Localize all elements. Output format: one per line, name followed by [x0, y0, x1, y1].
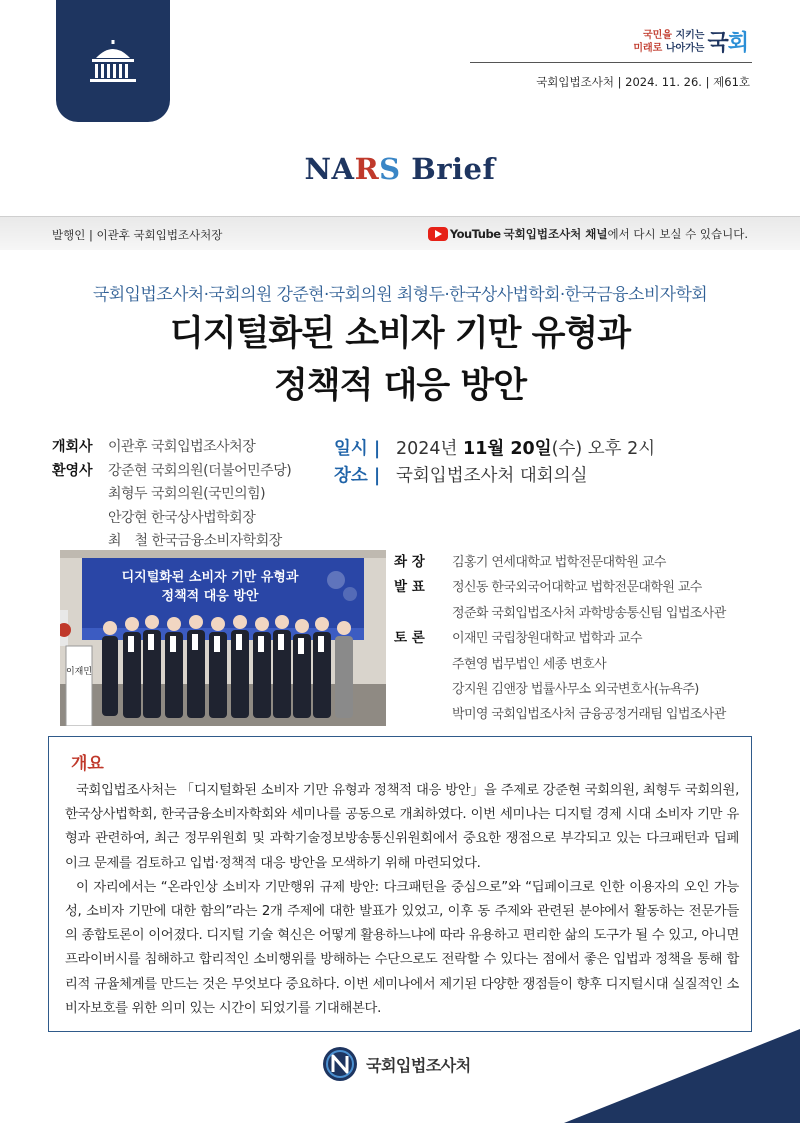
banner-line: 디지털화된 소비자 기만 유형과 — [121, 570, 299, 585]
seminar-group-photo — [60, 550, 386, 726]
youtube-icon — [428, 227, 448, 241]
event-hosts: 국회입법조사처·국회의원 강준현·국회의원 최형두·한국상사법학회·한국금융소비자학회 — [92, 285, 708, 305]
presenter-name: 정신동 한국외국어대학교 법학전문대학원 교수 — [452, 580, 702, 596]
name-plate: 이재민 — [65, 667, 93, 677]
logo-letter: S — [379, 152, 401, 186]
presenter-row — [394, 575, 766, 600]
discussant-label: 토 론 — [394, 630, 425, 647]
opening-speaker: 이관후 국회입법조사처장 — [108, 439, 256, 455]
date-part: (수) 오후 2시 — [551, 439, 656, 459]
welcome-speaker: 안강현 한국상사법학회장 — [108, 509, 256, 526]
welcome-row — [52, 507, 332, 531]
date-row — [334, 436, 655, 463]
summary-heading: 개요 — [71, 754, 104, 774]
event-date — [396, 436, 655, 463]
wordmark-part: 국 — [707, 31, 728, 56]
wordmark-part: 회 — [727, 31, 748, 56]
slogan-text — [633, 29, 704, 55]
event-title — [0, 308, 800, 412]
discussant-row — [394, 626, 766, 651]
summary-paragraph: 이 자리에서는 “온라인상 소비자 기만행위 규제 방안: 다크패턴을 중심으로”와 “딥페이크로 인한 이용자의 오인 가능성, 소비자 기만에 대한 함의”라는 2개 주제에 대한 발표가 있었고, 이후 동 주제와 관련된 분야에서 활동하는 전문가들의 종합토론이 이어졌다. 디지털 기술 혁신은 어떻게 활용하느냐에 따라 유용하고 편리한 삶의 도구가 될 수 있고, 아니면 프라이버시를 침해하고 합리적인 소비행위를 방해하는 수단으로도 전락할 수 있다는 점에서 좋은 입법과 정책을 통해 합리적 규율체계를 만드는 것은 무엇보다 중요하다. 이번 세미나에서 제기된 다양한 쟁점들이 향후 디지털시대 실질적인 소비자보호를 위한 의미 있는 시간이 되었기를 기대해본다. — [65, 879, 739, 1016]
footer-org-name: 국회입법조사처 — [366, 1055, 471, 1075]
summary-paragraph: 국회입법조사처는 「디지털화된 소비자 기만 유형과 정책적 대응 방안」을 주제로 강준현 국회의원, 최형두 국회의원, 한국상사법학회, 한국금융소비자학회와 세미나를 공동으로 개최하였다. 이번 세미나는 디지털 경제 시대 소비자 기만 유형과 관련하여, 최근 정무위원회 및 과학기술정보방송통신위원회에서 중요한 쟁점으로 부각되고 있는 다크패턴과 딥페이크 문제를 검토하고 입법·정책적 대응 방안을 모색하기 위해 마련되었다. — [65, 783, 739, 871]
title-line: 디지털화된 소비자 기만 유형과 — [169, 314, 631, 354]
welcome-label: 환영사 — [52, 462, 93, 479]
youtube-brand: YouTube — [449, 227, 501, 241]
date-part: 11월 20일 — [463, 439, 552, 459]
welcome-row — [52, 483, 332, 507]
presenter-row — [394, 601, 766, 626]
logo-letter: R — [354, 152, 380, 186]
title-line: 정책적 대응 방안 — [273, 366, 527, 406]
assembly-building-icon — [82, 36, 144, 88]
presenter-name: 정준화 국회입법조사처 과학방송통신팀 입법조사관 — [452, 605, 726, 621]
discussant-name: 박미영 국회입법조사처 금융공정거래팀 입법조사관 — [452, 707, 726, 723]
slogan-highlight: 국민을 — [643, 29, 672, 41]
slogan-highlight: 미래로 — [633, 42, 663, 54]
publisher: 발행인 | 이관후 국회입법조사처장 — [52, 228, 223, 242]
photo-illustration — [60, 550, 386, 726]
decorative-corner — [564, 1029, 800, 1123]
place-label: 장소 | — [334, 466, 381, 486]
nars-emblem-icon — [322, 1046, 358, 1082]
date-place — [334, 436, 655, 490]
date-part: 2024년 — [396, 439, 464, 459]
chair-row — [394, 550, 766, 575]
slogan-line: 지키는 — [672, 29, 705, 41]
chair-name: 김홍기 연세대학교 법학전문대학원 교수 — [452, 555, 666, 570]
welcome-speaker: 강준현 국회의원(더불어민주당) — [108, 462, 292, 479]
nars-brief-logo — [0, 152, 800, 186]
discussant-name: 강지원 김앤장 법률사무소 외국변호사(뉴욕주) — [452, 682, 699, 698]
youtube-channel: 국회입법조사처 채널 — [503, 227, 608, 241]
slogan-logo — [633, 26, 748, 57]
youtube-notice[interactable] — [428, 226, 748, 242]
event-place: 국회입법조사처 대회의실 — [396, 466, 588, 486]
logo-letter: N — [304, 152, 332, 186]
header-divider — [470, 62, 752, 63]
discussant-row — [394, 652, 766, 677]
logo-letter: A — [331, 152, 355, 186]
discussant-row — [394, 702, 766, 727]
opening-label: 개회사 — [52, 439, 93, 455]
place-row — [334, 463, 655, 490]
summary-body — [65, 779, 739, 1021]
issue-info: 국회입법조사처 | 2024. 11. 26. | 제61호 — [536, 75, 750, 89]
discussant-name: 이재민 국립창원대학교 법학과 교수 — [452, 631, 642, 647]
welcome-speaker: 최 철 한국금융소비자학회장 — [108, 533, 282, 549]
banner-line: 정책적 대응 방안 — [161, 589, 259, 604]
youtube-suffix: 에서 다시 보실 수 있습니다. — [607, 227, 748, 241]
date-label: 일시 | — [334, 439, 381, 459]
welcome-speaker: 최형두 국회의원(국민의힘) — [108, 486, 266, 502]
opening-row — [52, 436, 332, 460]
welcome-row — [52, 460, 332, 484]
footer-logo — [322, 1046, 471, 1082]
slogan-line: 나아가는 — [662, 42, 705, 54]
speaker-list — [394, 550, 766, 728]
publisher-bar — [0, 216, 800, 250]
opening-welcome — [52, 436, 332, 554]
discussant-name: 주현영 법무법인 세종 변호사 — [452, 656, 607, 672]
summary-box — [48, 736, 752, 1032]
logo-word: Brief — [411, 152, 496, 186]
chair-label: 좌 장 — [394, 554, 425, 570]
discussant-row — [394, 677, 766, 702]
national-assembly-wordmark — [707, 26, 748, 57]
assembly-badge — [56, 0, 170, 122]
presenter-label: 발 표 — [394, 579, 425, 596]
